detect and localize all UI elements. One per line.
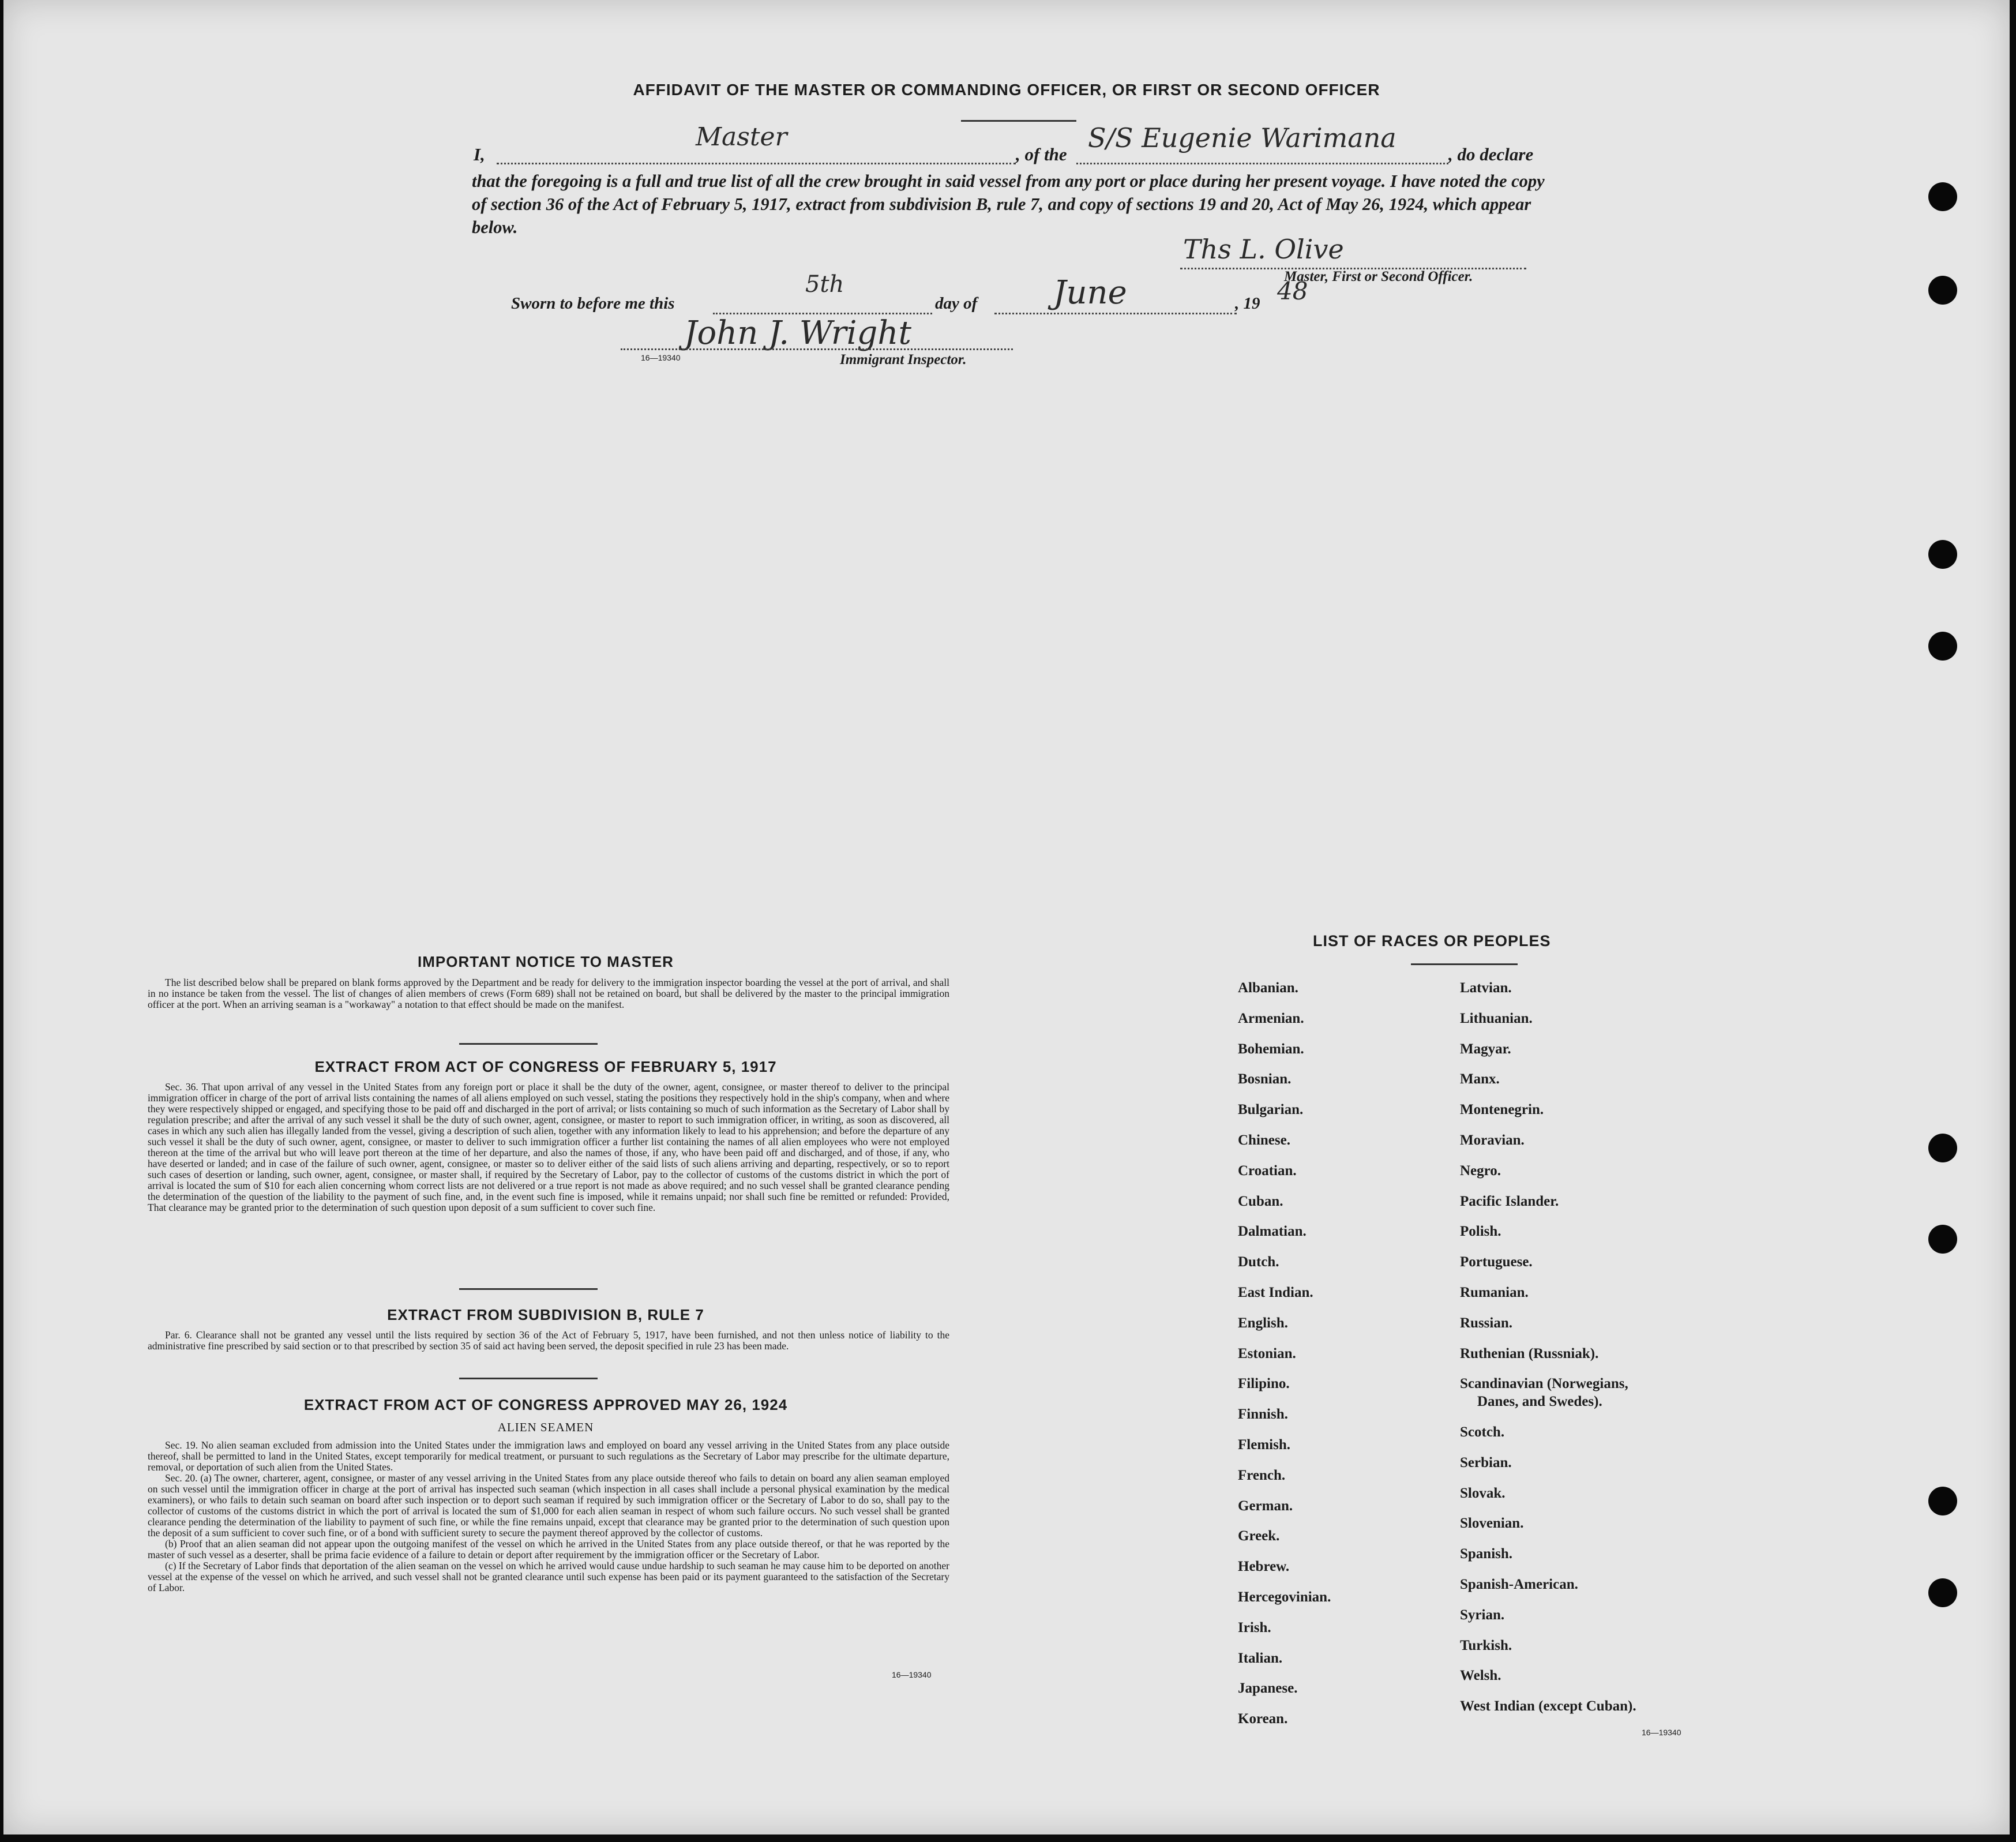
race-item: Hebrew. [1238, 1559, 1290, 1575]
race-item: Spanish-American. [1460, 1576, 1578, 1592]
inspector-line [621, 347, 1013, 350]
race-item: Finnish. [1238, 1406, 1288, 1423]
signature-handwritten: Ths L. Olive [1183, 234, 1344, 265]
race-item: Estonian. [1238, 1345, 1296, 1361]
divider [459, 1378, 598, 1379]
notice-body [148, 977, 949, 1010]
race-item: Irish. [1238, 1619, 1271, 1635]
binder-hole [1928, 1578, 1957, 1607]
race-item: Russian. [1460, 1315, 1513, 1331]
race-item: French. [1238, 1467, 1286, 1483]
binder-hole [1928, 1134, 1957, 1162]
race-item: Bosnian. [1238, 1071, 1292, 1087]
divider [459, 1288, 598, 1290]
extract-form-number: 16—19340 [892, 1670, 932, 1679]
race-item: English. [1238, 1315, 1288, 1331]
extract-1917-title: EXTRACT FROM ACT OF CONGRESS OF FEBRUARY 5, 1917 [314, 1058, 777, 1075]
binder-hole [1928, 182, 1957, 211]
race-item: Greek. [1238, 1528, 1280, 1544]
race-item: Cuban. [1238, 1193, 1283, 1209]
race-item: Lithuanian. [1460, 1010, 1533, 1026]
extract-1924-title: EXTRACT FROM ACT OF CONGRESS APPROVED MAY 26, 1924 [303, 1396, 788, 1413]
document-page [3, 0, 2010, 1835]
sec20b-paragraph: (b) Proof that an alien seaman did not appear upon the outgoing manifest of the vessel on which he arrived in the United States from any place outside thereof, or that he was reported by the master of such vessel as a deserter, shall be prima facie evidence of a failure to detain or deport after requirement by the immigration officer or the Secretary of Labor. [148, 1538, 949, 1560]
of-the-text: , of the [1016, 144, 1067, 164]
race-item: Rumanian. [1460, 1284, 1529, 1300]
race-item: Dutch. [1238, 1254, 1279, 1270]
race-item: Slovak. [1460, 1485, 1506, 1501]
inspector-signature: John J. Wright [684, 314, 911, 352]
notice-title: IMPORTANT NOTICE TO MASTER [418, 953, 674, 970]
month-line [994, 312, 1237, 314]
race-item: Manx. [1460, 1071, 1500, 1087]
races-column-1 [1238, 973, 1457, 1735]
sworn-text: Sworn to before me this [511, 294, 675, 313]
race-item: Welsh. [1460, 1668, 1501, 1684]
race-item: Negro. [1460, 1162, 1501, 1179]
binder-hole [1928, 632, 1957, 661]
race-item: Portuguese. [1460, 1254, 1533, 1270]
sec20a-paragraph: Sec. 20. (a) The owner, charterer, agent, consignee, or master of any vessel arriving in the United States from any place outside thereof who fails to detain on board any alien seaman employed on such vessel until the immigration officer in charge at the port of arrival has inspected such seaman (which inspection in all cases shall include a personal physical examination by the medical examiners), or who fails to detain such seaman on board after such inspection or to deport such seaman if required by such immigration officer or the Secretary of Labor to do so, shall pay to the collector of customs of the customs district in which the port of arrival is located the sum of $1,000 for each alien seaman in respect of whom such failure occurs. No such vessel shall be granted clearance pending the determination of the liability to payment of such fine, or while the fine remains unpaid, except that clearance may be granted prior to the determination of such question upon the deposit of a sum sufficient to cover such fine, or of a bond with sufficient surety to secure the payment thereof approved by the collector of customs. [148, 1472, 949, 1539]
race-item: Magyar. [1460, 1041, 1511, 1057]
race-item: Flemish. [1238, 1436, 1290, 1453]
signature-caption: Master, First or Second Officer. [1284, 269, 1473, 284]
par6-paragraph: Par. 6. Clearance shall not be granted any vessel until the lists required by section 36 of the Act of February 5, 1917, have been furnished, and not then unless notice of liability to the administrative fine prescribed by said section or to that prescribed by section 35 of said act having been served, the deposit specified in rule 23 has been made. [148, 1329, 949, 1352]
master-handwritten: Master [696, 122, 787, 152]
extract-1917-body [148, 1082, 949, 1213]
binder-hole [1928, 276, 1957, 305]
race-item: Scandinavian (Norwegians, [1460, 1376, 1628, 1392]
master-line [497, 162, 1016, 164]
race-item: Slovenian. [1460, 1515, 1524, 1532]
race-item: Polish. [1460, 1224, 1501, 1240]
year-prefix: , 19 [1235, 294, 1260, 313]
affidavit-form-number: 16—19340 [641, 353, 681, 362]
race-item: Japanese. [1238, 1680, 1298, 1697]
race-item: Montenegrin. [1460, 1102, 1544, 1118]
race-item: West Indian (except Cuban). [1460, 1698, 1636, 1715]
races-column-2 [1460, 973, 1760, 1722]
race-item: Filipino. [1238, 1376, 1290, 1392]
race-item: Albanian. [1238, 980, 1298, 996]
vessel-handwritten: S/S Eugenie Warimana [1088, 122, 1396, 153]
race-item: Danes, and Swedes). [1477, 1394, 1602, 1410]
race-item: Dalmatian. [1238, 1224, 1307, 1240]
alien-seamen-subtitle: ALIEN SEAMEN [497, 1420, 594, 1434]
affidavit-body: that the foregoing is a full and true list of all the crew brought in said vessel from any port or place during her present voyage. I have noted the copy of section 36 of the Act of February 5, 1917, extract from subdivision B, rule 7, and copy of sections 19 and 20, Act of May 26, 1924, which appear below. [472, 171, 1545, 237]
inspector-caption: Immigrant Inspector. [840, 352, 967, 367]
divider [1411, 963, 1518, 965]
binder-hole [1928, 540, 1957, 569]
race-item: Spanish. [1460, 1546, 1513, 1562]
notice-paragraph: The list described below shall be prepared on blank forms approved by the Department and be ready for delivery to the immigration inspector boarding the vessel at the port of arrival, and shall in no instance be taken from the vessel. The list of changes of alien members of crews (Form 689) shall not be retained on board, but shall be delivered by the master to the principal immigration officer at the port. When an arriving seaman is a "workaway" a notation to that effect should be made on the manifest. [148, 977, 949, 1010]
strike-line [961, 120, 1076, 122]
races-form-number: 16—19340 [1642, 1728, 1681, 1737]
race-item: Serbian. [1460, 1454, 1512, 1470]
sec36-paragraph: Sec. 36. That upon arrival of any vessel in the United States from any foreign port or place it shall be the duty of the owner, agent, consignee, or master thereof to deliver to the principal immigration officer in charge of the port of arrival lists containing the names of all aliens employed on such vessel, stating the positions they respectively hold in the ship's company, when and where they were respectively shipped or engaged, and specifying those to be paid off and discharged in the port of arrival; or lists containing so much of such information as the Secretary of Labor shall by regulation prescribe; and after the arrival of any such vessel it shall be the duty of such owner, agent, consignee, or master to report to such immigration officer, in writing, as soon as discovered, all cases in which any such alien has illegally landed from the vessel, giving a description of such alien, together with any information likely to lead to his apprehension; and before the departure of any such vessel it shall be the duty of such owner, agent, consignee, or master to deliver to such immigration officer a further list containing the names of all alien employees who were not employed thereon at the time of the arrival but who will leave port thereon at the time of her departure, and also the names of those, if any, who have been paid off and discharged, and of those, if any, who have deserted or landed; and in case of the failure of such owner, agent, consignee, or master so to deliver either of the said lists of such aliens arriving and departing, respectively, or so to report such cases of desertion or landing, such owner, agent, consignee, or master shall, if required by the Secretary of Labor, pay to the collector of customs of the customs district in which the port of arrival is located the sum of $10 for each alien concerning whom correct lists are not delivered or a true report is not made as above required; and no such vessel shall be granted clearance pending the determination of the question of the liability to the payment of such fine, and, in the event such fine is imposed, while it remains unpaid; nor shall such fine be remitted or refunded: Provided, That clearance may be granted prior to the determination of such question upon deposit of a sum sufficient to cover such fine. [148, 1081, 949, 1213]
race-item: Syrian. [1460, 1607, 1505, 1623]
race-item: Moravian. [1460, 1132, 1525, 1148]
vessel-line [1076, 162, 1448, 164]
sec20c-paragraph: (c) If the Secretary of Labor finds that deportation of the alien seaman on the vessel on which he arrived would cause undue hardship to such seaman he may cause him to be deported on another vessel at the expense of the vessel on which he arrived, and such vessel shall not be granted clearance until such expense has been paid or its payment guaranteed to the satisfaction of the Secretary of Labor. [148, 1560, 949, 1593]
race-item: Croatian. [1238, 1162, 1297, 1179]
race-item: Italian. [1238, 1650, 1283, 1666]
race-item: Bohemian. [1238, 1041, 1304, 1057]
race-item: Chinese. [1238, 1132, 1290, 1148]
extract-1924-body [148, 1440, 949, 1593]
races-title: LIST OF RACES OR PEOPLES [1313, 932, 1551, 950]
race-item: Pacific Islander. [1460, 1193, 1559, 1209]
day-handwritten: 5th [805, 271, 844, 298]
subdivision-b-body [148, 1330, 949, 1352]
race-item: Ruthenian (Russniak). [1460, 1345, 1599, 1361]
race-item: Scotch. [1460, 1424, 1505, 1440]
race-item: East Indian. [1238, 1284, 1313, 1300]
day-of-text: day of [935, 294, 978, 313]
race-item: Latvian. [1460, 980, 1512, 996]
declare-prefix: I, [474, 144, 485, 164]
sec19-paragraph: Sec. 19. No alien seaman excluded from admission into the United States under the immigration laws and employed on board any vessel arriving in the United States from any place outside thereof, shall be permitted to land in the United States, except temporarily for medical treatment, or pursuant to such regulations as the Secretary of Labor may prescribe for the ultimate departure, removal, or deportation of such alien from the United States. [148, 1439, 949, 1473]
race-item: Bulgarian. [1238, 1102, 1304, 1118]
affidavit-title: AFFIDAVIT OF THE MASTER OR COMMANDING OFFICER, OR FIRST OR SECOND OFFICER [633, 81, 1380, 99]
binder-hole [1928, 1487, 1957, 1515]
binder-hole [1928, 1225, 1957, 1254]
race-item: Hercegovinian. [1238, 1589, 1331, 1605]
divider [459, 1043, 598, 1045]
declare-suffix: , do declare [1448, 144, 1534, 164]
race-item: German. [1238, 1498, 1293, 1514]
month-handwritten: June [1053, 274, 1127, 312]
race-item: Armenian. [1238, 1010, 1304, 1026]
year-handwritten: 48 [1277, 277, 1308, 305]
race-item: Korean. [1238, 1711, 1288, 1727]
subdivision-b-title: EXTRACT FROM SUBDIVISION B, RULE 7 [387, 1306, 704, 1323]
race-item: Turkish. [1460, 1637, 1512, 1653]
